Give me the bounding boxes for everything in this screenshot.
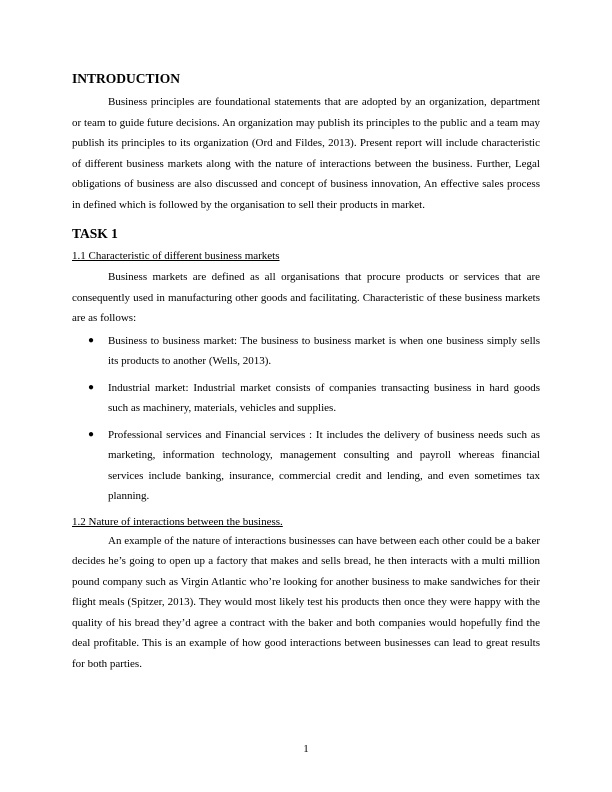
introduction-paragraph: Business principles are foundational statements that are adopted by an organization, department or team to guide future decisions. An organization may publish its principles to the public and a team may publish its principles to its organization (Ord and Fildes, 2013). Present report will include characteristic of different business markets along with the nature of interactions between the business. Further, Legal obligations of business are also discussed and concept of business innovation, An effective sales process in defined which is followed by the organisation to sell their products in market. xyxy=(72,96,540,211)
market-types-list xyxy=(72,331,540,507)
bullet-icon: ● xyxy=(88,381,95,393)
list-item-text: Business to business market: The business to business market is when one business simply sells its products to another (Wells, 2013). xyxy=(108,334,540,367)
section-1-2-paragraph: An example of the nature of interactions businesses can have between each other could be a baker decides he’s going to open up a factory that makes and sells bread, he then interacts with a multi million pound company such as Virgin Atlantic who’re looking for another business to make sandwiches for their flight meals (Spitzer, 2013). They would most likely test his products then once they were happy with the quality of his bread they’d agree a contract with the baker and both companies would hopefully find the deal profitable. This is an example of how good interactions between businesses can lead to great results for both parties. xyxy=(72,534,540,670)
introduction-heading: INTRODUCTION xyxy=(72,71,181,86)
task1-heading: TASK 1 xyxy=(72,226,118,241)
page-content xyxy=(72,70,540,674)
list-item-text: Industrial market: Industrial market consists of companies transacting business in hard goods such as machinery, materials, vehicles and supplies. xyxy=(108,381,540,414)
section-1-1-paragraph: Business markets are defined as all organisations that procure products or services that are consequently used in manufacturing other goods and facilitating. Characteristic of these business markets are as follows: xyxy=(72,271,540,324)
list-item xyxy=(72,331,540,372)
section-1-2-title: 1.2 Nature of interactions between the business. xyxy=(72,515,283,528)
bullet-icon: ● xyxy=(88,334,95,346)
list-item xyxy=(72,425,540,507)
list-item xyxy=(72,378,540,419)
section-1-1-title: 1.1 Characteristic of different business markets xyxy=(72,250,280,262)
list-item-text: Professional services and Financial services : It includes the delivery of business needs such as marketing, information technology, management consulting and payroll whereas financial services include banking, insurance, commercial credit and lending, and even sometimes tax planning. xyxy=(108,428,540,502)
page-number: 1 xyxy=(303,743,309,755)
bullet-icon: ● xyxy=(88,428,95,440)
